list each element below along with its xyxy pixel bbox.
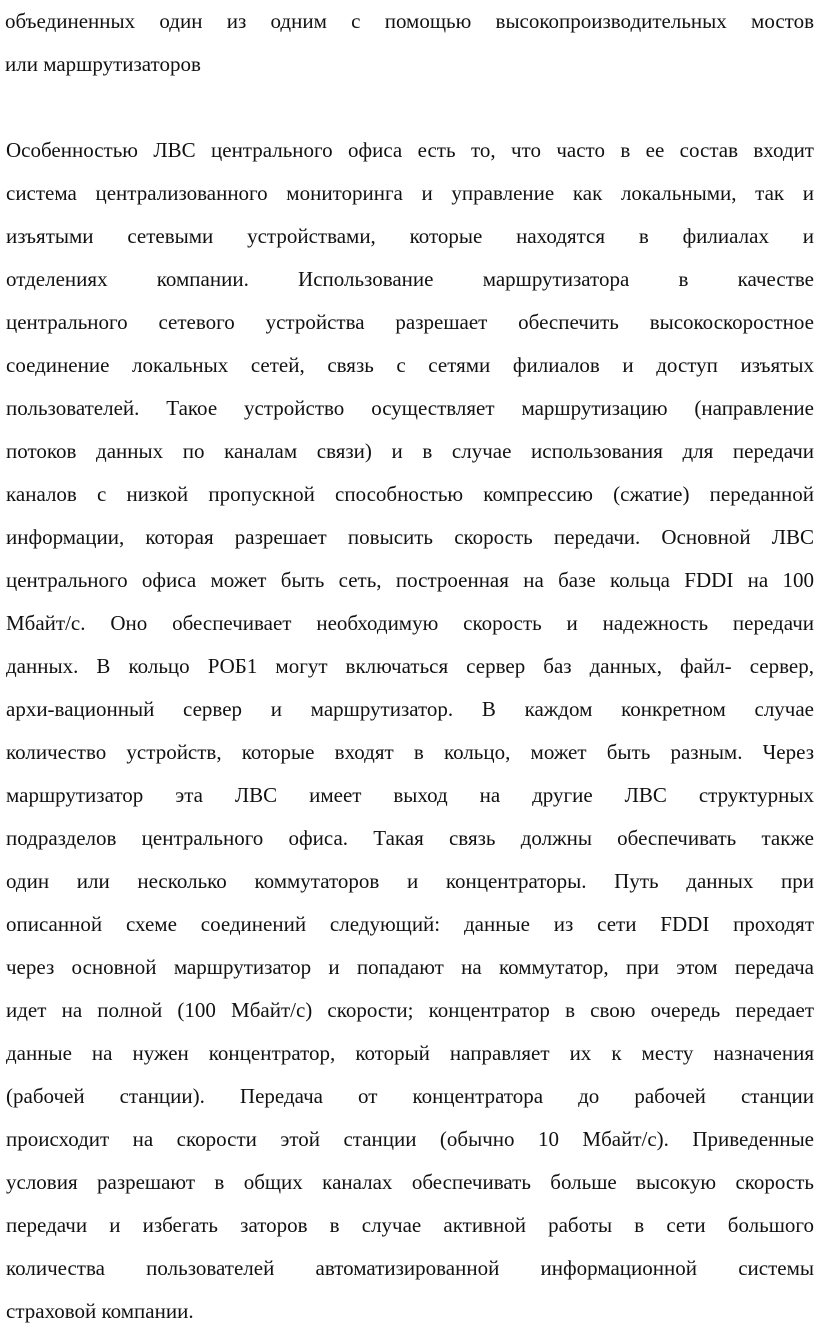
text-line: передачи и избегать заторов в случае активной работы в сети большого xyxy=(6,1213,814,1237)
text-line: система централизованного мониторинга и управление как локальными, так и xyxy=(6,181,814,205)
main-paragraph xyxy=(5,129,814,1333)
text-line: отделениях компании. Использование маршрутизатора в качестве xyxy=(6,267,814,291)
text-line: количество устройств, которые входят в кольцо, может быть разным. Через xyxy=(6,740,814,764)
text-line: потоков данных по каналам связи) и в случае использования для передачи xyxy=(6,439,814,463)
text-line: изъятыми сетевыми устройствами, которые находятся в филиалах и xyxy=(6,224,814,248)
text-line: или маршрутизаторов xyxy=(5,52,201,76)
text-line: Особенностью ЛВС центрального офиса есть то, что часто в ее состав входит xyxy=(6,138,814,162)
text-line: идет на полной (100 Мбайт/с) скорости; концентратор в свою очередь передает xyxy=(6,998,814,1022)
text-line: данные на нужен концентратор, который направляет их к месту назначения xyxy=(6,1041,814,1065)
intro-paragraph xyxy=(5,0,814,86)
text-line: условия разрешают в общих каналах обеспечивать больше высокую скорость xyxy=(6,1170,814,1194)
text-line: центрального сетевого устройства разрешает обеспечить высокоскоростное xyxy=(6,310,814,334)
text-line: страховой компании. xyxy=(6,1299,194,1323)
paragraph-gap xyxy=(5,86,814,129)
text-line: через основной маршрутизатор и попадают на коммутатор, при этом передача xyxy=(6,955,814,979)
text-line: информации, которая разрешает повысить скорость передачи. Основной ЛВС xyxy=(6,525,814,549)
text-line: объединенных один из одним с помощью высокопроизводительных мостов xyxy=(5,9,814,33)
text-line: центрального офиса может быть сеть, построенная на базе кольца FDDI на 100 xyxy=(6,568,814,592)
text-line: количества пользователей автоматизированной информационной системы xyxy=(6,1256,814,1280)
text-line: подразделов центрального офиса. Такая связь должны обеспечивать также xyxy=(6,826,814,850)
text-line: описанной схеме соединений следующий: данные из сети FDDI проходят xyxy=(6,912,814,936)
text-line: происходит на скорости этой станции (обычно 10 Мбайт/с). Приведенные xyxy=(6,1127,814,1151)
text-line: архи-вационный сервер и маршрутизатор. В каждом конкретном случае xyxy=(6,697,814,721)
text-line: пользователей. Такое устройство осуществляет маршрутизацию (направление xyxy=(6,396,814,420)
text-line: каналов с низкой пропускной способностью компрессию (сжатие) переданной xyxy=(6,482,814,506)
text-line: (рабочей станции). Передача от концентратора до рабочей станции xyxy=(6,1084,814,1108)
text-line: маршрутизатор эта ЛВС имеет выход на другие ЛВС структурных xyxy=(6,783,814,807)
text-line: один или несколько коммутаторов и концентраторы. Путь данных при xyxy=(6,869,814,893)
text-line: данных. В кольцо РОБ1 могут включаться сервер баз данных, файл- сервер, xyxy=(6,654,814,678)
text-line: соединение локальных сетей, связь с сетями филиалов и доступ изъятых xyxy=(6,353,814,377)
text-line: Мбайт/с. Оно обеспечивает необходимую скорость и надежность передачи xyxy=(6,611,814,635)
